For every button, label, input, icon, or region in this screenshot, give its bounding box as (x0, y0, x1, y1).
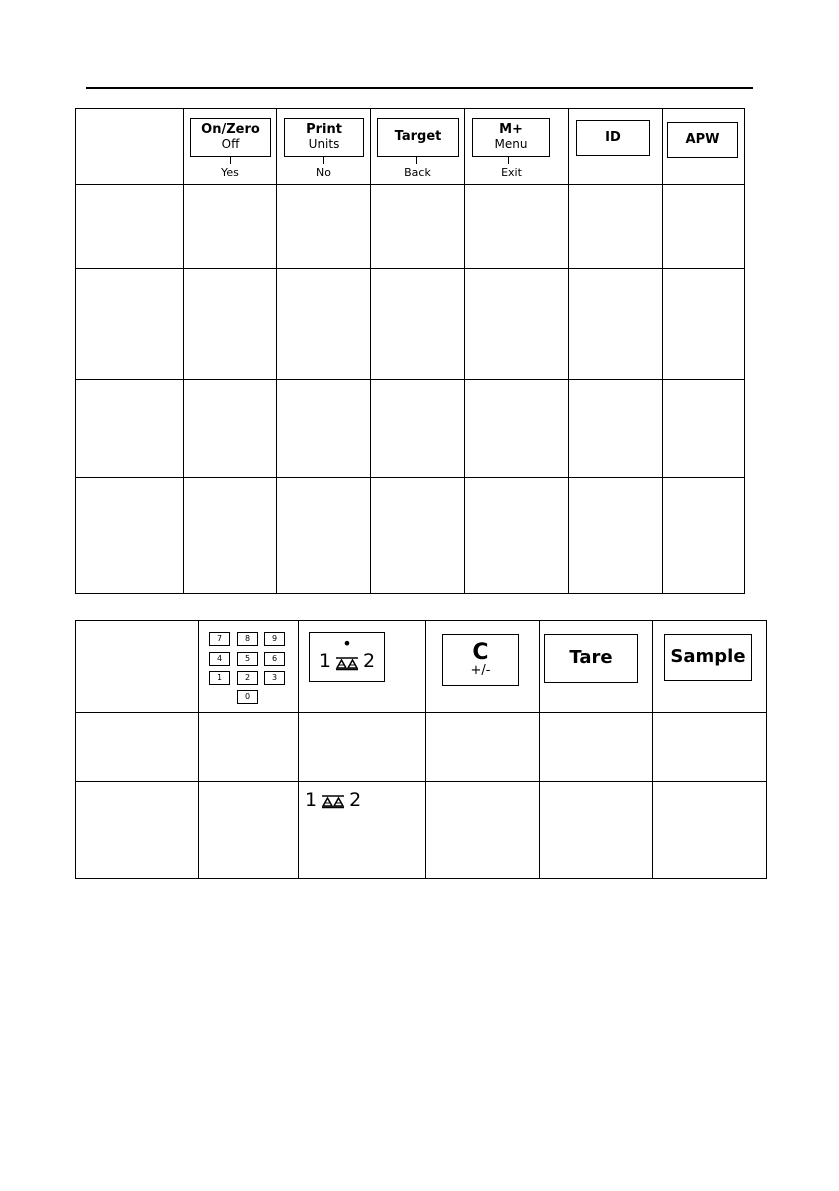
table-cell (199, 782, 299, 879)
key-below-label: Back (404, 166, 431, 179)
table-cell (465, 478, 569, 594)
balance-scale-icon (321, 791, 345, 809)
table-cell (277, 478, 371, 594)
table-cell (184, 380, 277, 478)
key-tick (323, 157, 324, 164)
balance-symbol (305, 789, 361, 811)
table-cell (371, 185, 465, 269)
numeric-keypad (209, 632, 289, 706)
table-row (76, 713, 767, 782)
balance-select-key[interactable] (309, 632, 385, 682)
balance-right-number: 2 (363, 650, 376, 672)
table-cell (426, 782, 540, 879)
table-row (76, 185, 745, 269)
keypad-key-3[interactable]: 3 (264, 671, 285, 685)
key-main-label: Print (306, 122, 342, 138)
balance-dot: • (342, 634, 352, 653)
table-cell (277, 185, 371, 269)
key-main-label: ID (605, 129, 621, 145)
table-cell (540, 713, 653, 782)
key-tick (416, 157, 417, 164)
table-cell-balance-symbol (299, 782, 426, 879)
key-sub-label: Off (221, 137, 240, 152)
table-cell (465, 185, 569, 269)
print-key[interactable] (284, 118, 364, 157)
table-cell (76, 380, 184, 478)
balance-left-number: 1 (305, 789, 318, 811)
keypad-key-5[interactable]: 5 (237, 652, 258, 666)
table-cell (663, 185, 745, 269)
table-row (76, 269, 745, 380)
keypad-key-8[interactable]: 8 (237, 632, 258, 646)
keypad-key-1[interactable]: 1 (209, 671, 230, 685)
key-sub-label: Units (308, 137, 340, 152)
table-cell (663, 380, 745, 478)
balance-scale-icon (335, 653, 359, 671)
table-cell (76, 478, 184, 594)
table-cell (76, 185, 184, 269)
table-cell (184, 269, 277, 380)
tare-key-label: Tare (569, 647, 613, 669)
balance-left-number: 1 (318, 650, 331, 672)
table-cell (184, 185, 277, 269)
table-cell (199, 713, 299, 782)
key-tick (508, 157, 509, 164)
table-cell (76, 782, 199, 879)
keypad-key-4[interactable]: 4 (209, 652, 230, 666)
table-row (76, 782, 767, 879)
table-cell (663, 269, 745, 380)
key-cell-on-zero (184, 109, 277, 185)
key-cell-m-plus (465, 109, 569, 185)
table-cell (569, 380, 663, 478)
table-row (76, 478, 745, 594)
key-main-label: On/Zero (201, 122, 260, 138)
header-blank-cell (76, 109, 184, 185)
header-rule (86, 87, 753, 89)
clear-key-label: C (472, 639, 489, 665)
table-cell (76, 713, 199, 782)
table-header-row (76, 109, 745, 185)
table-header-row (76, 621, 767, 713)
sample-key[interactable] (664, 634, 752, 681)
target-key[interactable] (377, 118, 459, 157)
apw-key[interactable] (667, 122, 738, 158)
table-cell (184, 478, 277, 594)
key-cell-keypad (199, 621, 299, 713)
table-cell (569, 185, 663, 269)
key-function-table-1 (75, 108, 745, 594)
keypad-key-0[interactable]: 0 (237, 690, 258, 704)
key-main-label: Target (394, 129, 442, 145)
table-cell (465, 380, 569, 478)
key-cell-target (371, 109, 465, 185)
table-cell (653, 782, 767, 879)
key-tick (230, 157, 231, 164)
tare-key[interactable] (544, 634, 638, 683)
table-cell (569, 269, 663, 380)
table-cell (465, 269, 569, 380)
key-cell-print (277, 109, 371, 185)
table-cell (371, 269, 465, 380)
table-cell (371, 478, 465, 594)
key-cell-id (569, 109, 663, 185)
key-cell-tare (540, 621, 653, 713)
key-function-table-2 (75, 620, 767, 879)
key-sub-label: Menu (494, 137, 528, 152)
key-cell-sample (653, 621, 767, 713)
keypad-key-6[interactable]: 6 (264, 652, 285, 666)
table-cell (277, 380, 371, 478)
table-cell (76, 269, 184, 380)
key-below-label: No (316, 166, 331, 179)
table-cell (569, 478, 663, 594)
key-cell-clear (426, 621, 540, 713)
table-cell (277, 269, 371, 380)
m-plus-key[interactable] (472, 118, 550, 157)
key-main-label: APW (685, 131, 720, 147)
key-below-label: Yes (221, 166, 239, 179)
keypad-key-9[interactable]: 9 (264, 632, 285, 646)
on-zero-key[interactable] (190, 118, 271, 157)
sign-toggle-label: +/- (470, 662, 491, 678)
key-cell-balance (299, 621, 426, 713)
table-cell (663, 478, 745, 594)
key-main-label: M+ (499, 122, 523, 138)
table-cell (653, 713, 767, 782)
clear-key[interactable] (442, 634, 519, 686)
keypad-key-2[interactable]: 2 (237, 671, 258, 685)
table-cell (371, 380, 465, 478)
table-row (76, 380, 745, 478)
balance-symbol (319, 651, 375, 673)
id-key[interactable] (576, 120, 650, 156)
table-cell (540, 782, 653, 879)
balance-right-number: 2 (349, 789, 362, 811)
table-cell (426, 713, 540, 782)
table-cell (299, 713, 426, 782)
sample-key-label: Sample (670, 646, 746, 668)
header-blank-cell (76, 621, 199, 713)
key-cell-apw (663, 109, 745, 185)
keypad-key-7[interactable]: 7 (209, 632, 230, 646)
key-below-label: Exit (501, 166, 522, 179)
